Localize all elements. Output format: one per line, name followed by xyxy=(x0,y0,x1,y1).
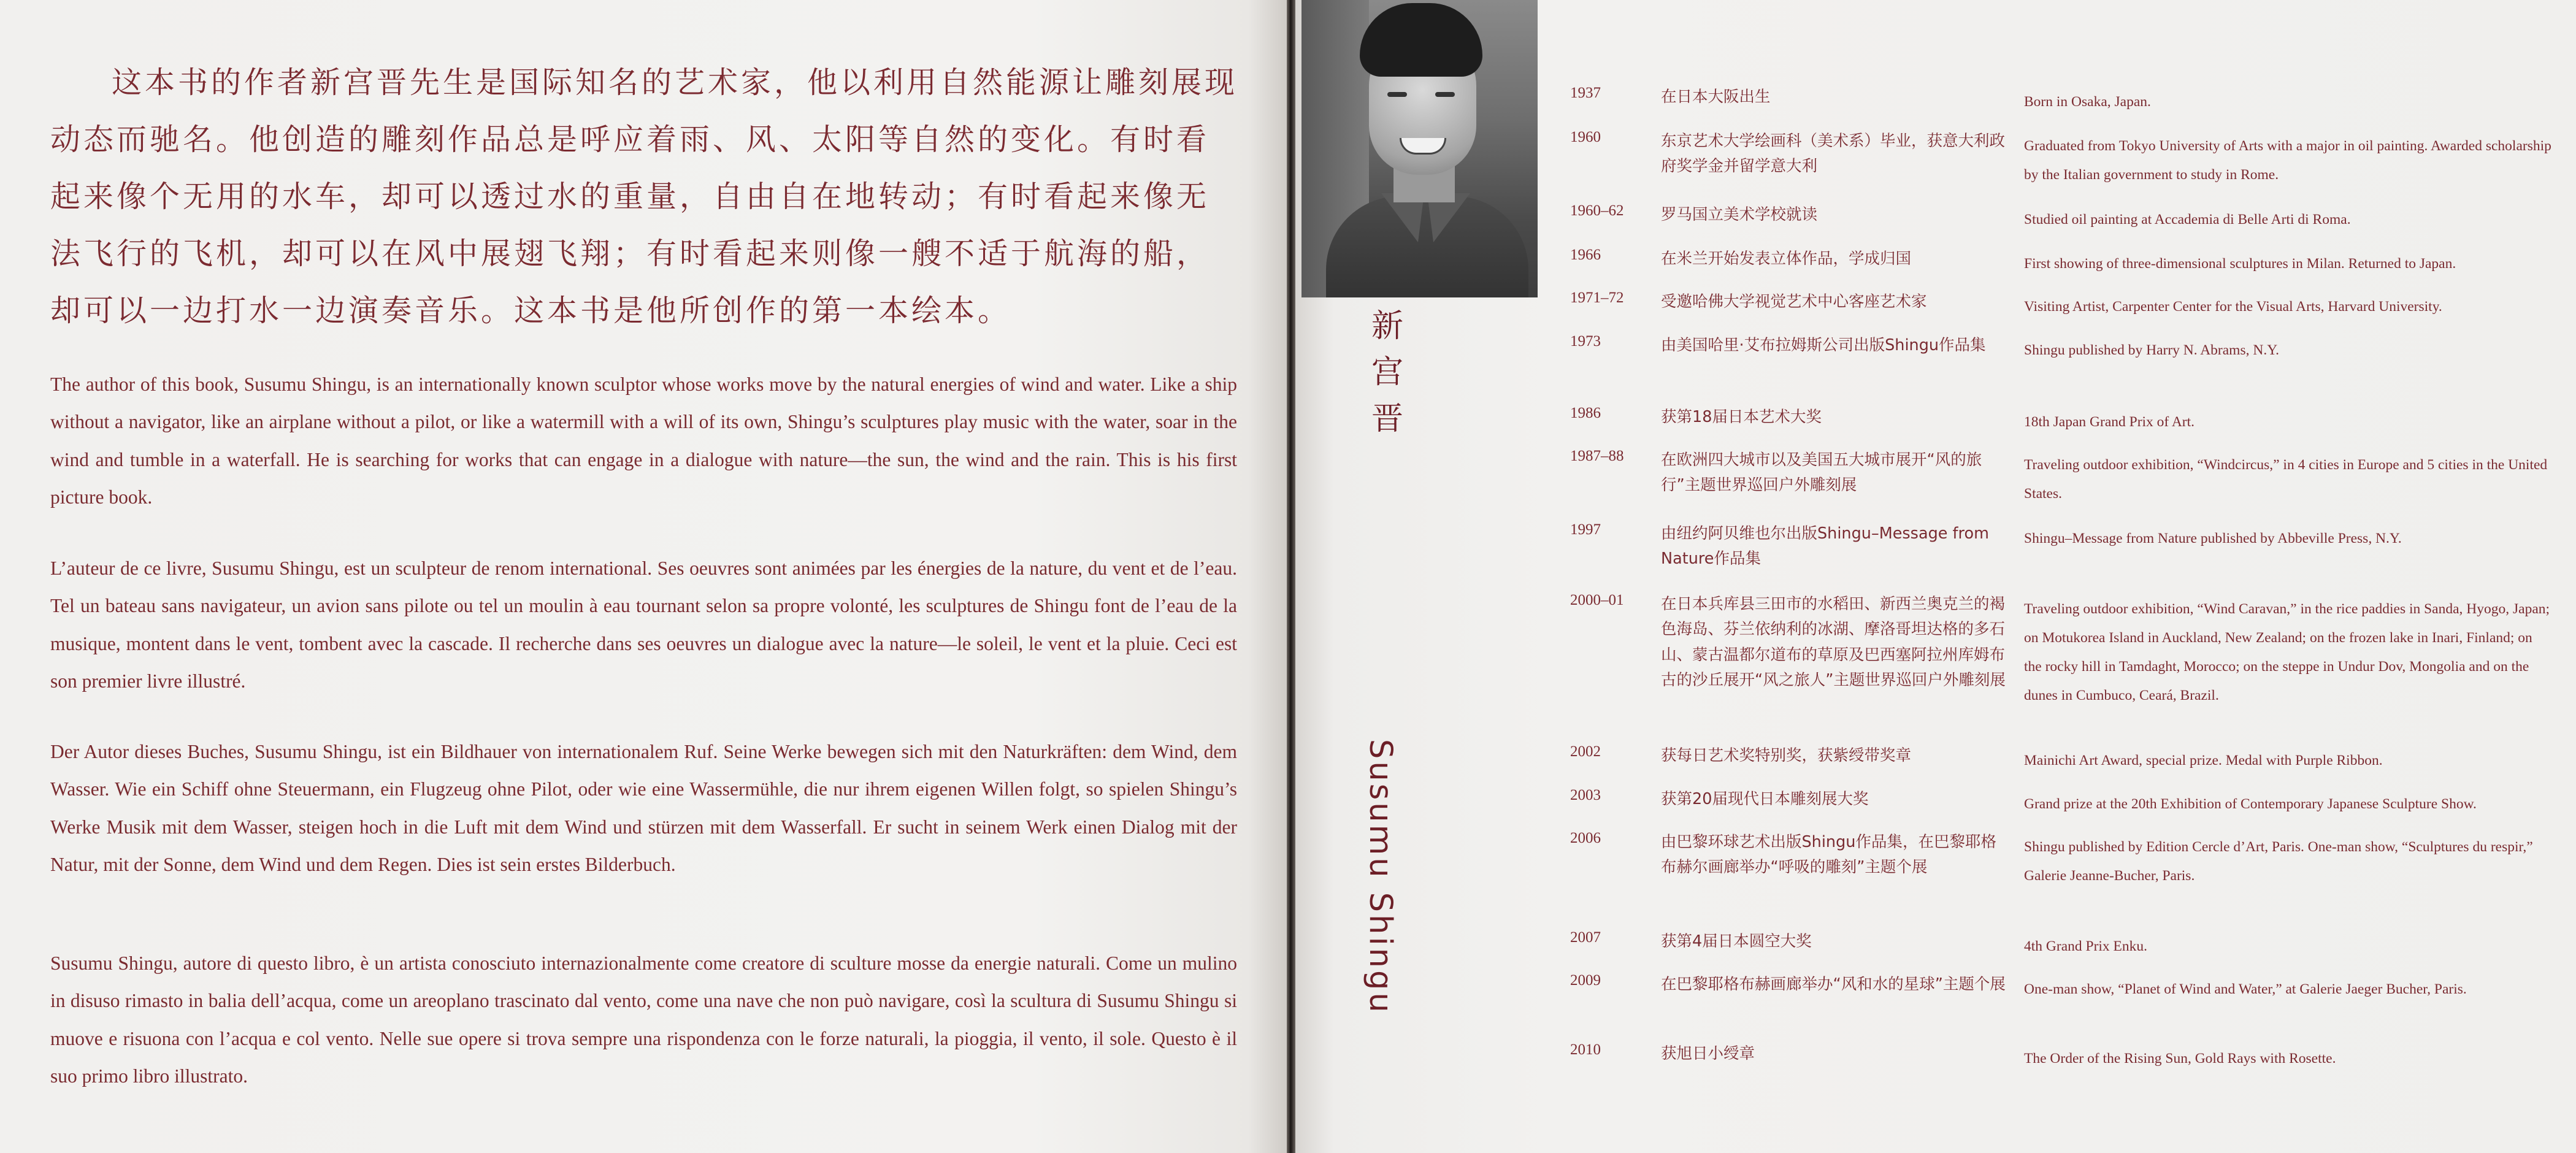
timeline-english: Grand prize at the 20th Exhibition of Contemporary Japanese Sculpture Show. xyxy=(2024,796,2477,812)
timeline-english: Visiting Artist, Carpenter Center for the Visual Arts, Harvard University. xyxy=(2024,299,2442,315)
timeline-year: 1973 xyxy=(1570,333,1601,350)
timeline-chinese: 获旭日小绶章 xyxy=(1661,1044,1755,1063)
timeline-chinese: 在欧洲四大城市以及美国五大城市展开“风的旅行”主题世界巡回户外雕刻展 xyxy=(1661,451,1982,495)
timeline-english: Shingu published by Edition Cercle d’Art, Paris. One-man show, “Sculptures du respir,” Galerie Jeanne-Bucher, Paris. xyxy=(2024,839,2533,884)
timeline-chinese: 由巴黎环球艺术出版Shingu作品集，在巴黎耶格布赫尔画廊举办“呼吸的雕刻”主题个展 xyxy=(1661,833,1996,877)
timeline-year: 2002 xyxy=(1570,743,1601,760)
timeline-year: 1966 xyxy=(1570,247,1601,263)
timeline-year: 2006 xyxy=(1570,830,1601,846)
french-text: L’auteur de ce livre, Susumu Shingu, est un sculpteur de renom international. Ses oeuvres sont animées par les énergies de la nature, du vent et de l’eau. Tel un bateau sans navigateur, un avion sans pilote ou tel un moulin à eau tournant selon sa propre volonté, les sculptures de Shingu font de l’eau de la musique, montent dans le vent, tombent avec la cascade. Il recherche dans ses oeuvres un dialogue avec la nature—le soleil, le vent et la pluie. Ceci est son premier livre illustré. xyxy=(50,557,1237,692)
timeline-chinese: 获第4届日本圆空大奖 xyxy=(1661,932,1812,951)
timeline-row xyxy=(1570,1041,2551,1067)
timeline-row xyxy=(1570,85,2551,110)
timeline-year: 1960–62 xyxy=(1570,202,1624,219)
timeline-row xyxy=(1570,289,2551,315)
italian-paragraph xyxy=(50,944,1237,1095)
timeline-row xyxy=(1570,448,2551,502)
timeline-year: 1987–88 xyxy=(1570,448,1624,464)
timeline-year: 2010 xyxy=(1570,1041,1601,1058)
timeline-chinese: 获第18届日本艺术大奖 xyxy=(1661,408,1822,426)
timeline-row xyxy=(1570,202,2551,228)
timeline-chinese: 受邀哈佛大学视觉艺术中心客座艺术家 xyxy=(1661,293,1927,311)
timeline-chinese: 在米兰开始发表立体作品，学成归国 xyxy=(1661,250,1912,268)
timeline-chinese: 在巴黎耶格布赫画廊举办“风和水的星球”主题个展 xyxy=(1661,975,2006,994)
german-paragraph xyxy=(50,733,1237,884)
timeline-year: 1986 xyxy=(1570,405,1601,421)
timeline-row xyxy=(1570,129,2551,183)
chinese-intro xyxy=(50,54,1240,339)
timeline-chinese: 获每日艺术奖特别奖，获紫绶带奖章 xyxy=(1661,746,1912,765)
timeline-english: Traveling outdoor exhibition, “Windcircus,” in 4 cities in Europe and 5 cities in the United States. xyxy=(2024,457,2548,502)
timeline-chinese: 东京艺术大学绘画科（美术系）毕业，获意大利政府奖学金并留学意大利 xyxy=(1661,132,2006,176)
timeline-english: 18th Japan Grand Prix of Art. xyxy=(2024,414,2195,430)
timeline-english: First showing of three-dimensional sculptures in Milan. Returned to Japan. xyxy=(2024,256,2456,272)
timeline-row xyxy=(1570,247,2551,272)
timeline-row xyxy=(1570,830,2551,884)
timeline-row xyxy=(1570,972,2551,997)
timeline-english: Traveling outdoor exhibition, “Wind Caravan,” in the rice paddies in Sanda, Hyogo, Japan; on Motukorea Island in Auckland, New Zealand; on the frozen lake in Inari, Finland; on the rocky hill in Tamdaght, Morocco; on the steppe in Undur Dov, Mongolia and on the dunes in Cumbuco, Ceará, Brazil. xyxy=(2024,601,2550,703)
timeline-english: 4th Grand Prix Enku. xyxy=(2024,938,2148,954)
timeline-row xyxy=(1570,333,2551,358)
timeline-english: One-man show, “Planet of Wind and Water,” at Galerie Jaeger Bucher, Paris. xyxy=(2024,981,2467,997)
german-text: Der Autor dieses Buches, Susumu Shingu, ist ein Bildhauer von internationalem Ruf. Seine Werke bewegen sich mit den Naturkräften: dem Wind, dem Wasser. Wie ein Schiff ohne Steuermann, ein Flugzeug ohne Pilot, oder wie eine Wassermühle, die nur ihrem eigenen Willen folgt, so spielen Shingu’s Werke Musik mit dem Wasser, steigen hoch in die Luft mit dem Wind und stürzen mit dem Wasserfall. Er sucht in seinem Werk einen Dialog mit der Natur, mit der Sonne, dem Wind und dem Regen. Dies ist sein erstes Bilderbuch. xyxy=(50,741,1237,876)
timeline-year: 1971–72 xyxy=(1570,289,1624,306)
timeline-row xyxy=(1570,743,2551,768)
timeline-year: 2009 xyxy=(1570,972,1601,989)
name-char-2: 宫 xyxy=(1371,354,1403,391)
timeline-chinese: 由纽约阿贝维也尔出版Shingu–Message from Nature作品集 xyxy=(1661,524,1989,569)
timeline-year: 2007 xyxy=(1570,929,1601,946)
name-char-1: 新 xyxy=(1371,308,1403,345)
english-text: The author of this book, Susumu Shingu, is an internationally known sculptor whose works move by the natural energies of wind and water. Like a ship without a navigator, like an airplane without a pilot, or like a watermill with a will of its own, Shingu’s sculptures play music with the water, soar in the wind and tumble in a waterfall. He is searching for works that can engage in a dialogue with nature—the sun, the wind and the rain. This is his first picture book. xyxy=(50,373,1237,508)
book-gutter xyxy=(1287,0,1295,1153)
timeline-chinese: 罗马国立美术学校就读 xyxy=(1661,205,1818,224)
chinese-intro-text: 这本书的作者新宫晋先生是国际知名的艺术家，他以利用自然能源让雕刻展现动态而驰名。他创造的雕刻作品总是呼应着雨、风、太阳等自然的变化。有时看起来像个无用的水车，却可以透过水的重量，自由自在地转动；有时看起来像无法飞行的飞机，却可以在风中展翅飞翔；有时看起来则像一艘不适于航海的船，却可以一边打水一边演奏音乐。这本书是他所创作的第一本绘本。 xyxy=(50,65,1238,329)
timeline-row xyxy=(1570,405,2551,430)
timeline-year: 1960 xyxy=(1570,129,1601,145)
french-paragraph xyxy=(50,550,1237,700)
timeline-year: 1997 xyxy=(1570,521,1601,538)
timeline-english: The Order of the Rising Sun, Gold Rays with Rosette. xyxy=(2024,1051,2336,1067)
timeline-english: Mainichi Art Award, special prize. Medal with Purple Ribbon. xyxy=(2024,753,2383,768)
timeline-chinese: 获第20届现代日本雕刻展大奖 xyxy=(1661,790,1869,808)
timeline-year: 2003 xyxy=(1570,787,1601,803)
author-name-latin: Susumu Shingu xyxy=(1362,739,1398,1015)
italian-text: Susumu Shingu, autore di questo libro, è un artista conosciuto internazionalmente come creatore di sculture mosse da energie naturali. Come un mulino in disuso rimasto in balia dell’acqua, come un areoplano trascinato dal vento, come una nave che non può navigare, così la scultura di Susumu Shingu si muove e risuona con l’acqua e col vento. Nelle sue opere si trova sempre una rispondenza con le forze naturali, la pioggia, il vento, il sole. Questo è il suo primo libro illustrato. xyxy=(50,952,1237,1087)
author-portrait xyxy=(1301,0,1538,297)
timeline-english: Born in Osaka, Japan. xyxy=(2024,94,2151,110)
english-paragraph xyxy=(50,366,1237,516)
timeline-row xyxy=(1570,592,2551,703)
author-name-cjk xyxy=(1369,304,1406,442)
timeline-row xyxy=(1570,521,2551,569)
timeline-english: Studied oil painting at Accademia di Belle Arti di Roma. xyxy=(2024,212,2351,228)
timeline-english: Shingu–Message from Nature published by Abbeville Press, N.Y. xyxy=(2024,531,2402,546)
timeline-chinese: 在日本兵库县三田市的水稻田、新西兰奥克兰的褐色海岛、芬兰依纳利的冰湖、摩洛哥坦达格的多石山、蒙古温都尔道布的草原及巴西塞阿拉州库姆布古的沙丘展开“风之旅人”主题世界巡回户外雕刻展 xyxy=(1661,595,2006,689)
timeline-row xyxy=(1570,787,2551,812)
timeline-row xyxy=(1570,929,2551,954)
timeline-chinese: 在日本大阪出生 xyxy=(1661,88,1771,106)
name-char-3: 晋 xyxy=(1371,400,1403,437)
timeline-year: 2000–01 xyxy=(1570,592,1624,608)
timeline-english: Graduated from Tokyo University of Arts with a major in oil painting. Awarded scholarship by the Italian government to study in Rome. xyxy=(2024,138,2551,183)
timeline-chinese: 由美国哈里·艾布拉姆斯公司出版Shingu作品集 xyxy=(1661,336,1986,354)
timeline-english: Shingu published by Harry N. Abrams, N.Y. xyxy=(2024,342,2280,358)
timeline-year: 1937 xyxy=(1570,85,1601,101)
